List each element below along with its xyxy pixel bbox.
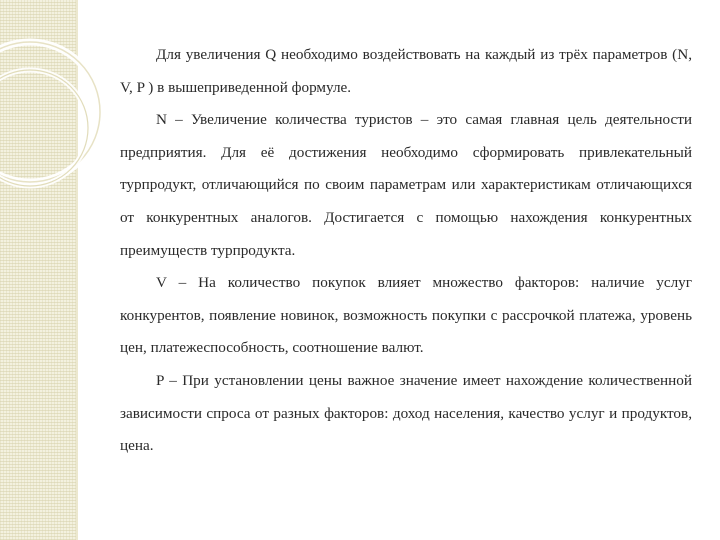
paragraph-p: P – При установлении цены важное значение имеет нахождение количественной зависимости спроса от разных факторов: доход населения, качество услуг и продуктов, цена. bbox=[120, 371, 692, 455]
paragraph-v: V – На количество покупок влияет множество факторов: наличие услуг конкурентов, появление новинок, возможность покупки с рассрочкой платежа, уровень цен, платежеспособность, соотношение валют. bbox=[120, 274, 692, 357]
body-text bbox=[120, 39, 692, 463]
paragraph-q: Для увеличения Q необходимо воздействовать на каждый из трёх параметров (N, V, P ) в вышеприведенной формуле. bbox=[120, 46, 692, 96]
decorative-circles-icon bbox=[0, 0, 120, 260]
paragraph-n: N – Увеличение количества туристов – это самая главная цель деятельности предприятия. Для её достижения необходимо сформировать привлекательный турпродукт, отличающийся по своим параметрам или характеристикам отличающихся от конкурентных аналогов. Достигается с помощью нахождения конкурентных преимуществ турпродукта. bbox=[120, 111, 692, 259]
